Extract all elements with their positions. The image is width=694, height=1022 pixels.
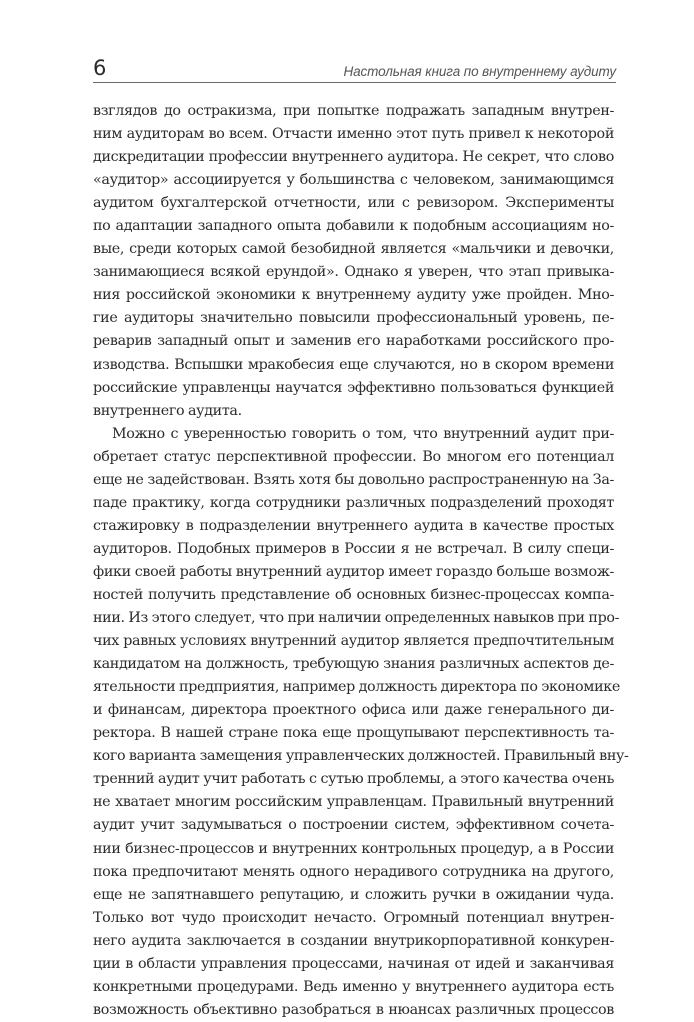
text-line: Можно с уверенностью говорить о том, что внутренний аудит при- [112, 425, 614, 442]
body-text [93, 100, 629, 1022]
text-line: чих равных условиях внутренний аудитор является предпочтительным [93, 633, 614, 650]
text-line: Только вот чудо происходит нечасто. Огромный потенциал внутрен- [93, 909, 614, 926]
paragraph-1 [93, 100, 614, 423]
text-line: еще не задействован. Взять хотя бы довольно распространенную на За- [93, 471, 614, 488]
text-line: и финансам, директора проектного офиса или даже генерального ди- [93, 702, 614, 719]
book-title: Настольная книга по внутреннему аудиту [343, 63, 616, 79]
text-line: изводства. Вспышки мракобесия еще случаются, но в скором времени [93, 356, 614, 373]
text-line: возможность объективно разобраться в нюансах различных процессов [93, 1001, 614, 1018]
text-line: занимающиеся всякой ерундой». Однако я уверен, что этап привыка- [93, 264, 614, 281]
text-line: ции в области управления процессами, начиная от идей и заканчивая [93, 955, 614, 972]
text-line: обретает статус перспективной профессии. Во многом его потенциал [93, 448, 614, 465]
text-line: по адаптации западного опыта добавили к подобным ассоциациям но- [93, 218, 614, 235]
text-line: аудиторов. Подобных примеров в России я не встречал. В силу специ- [93, 540, 614, 557]
text-line: российские управленцы научатся эффективно пользоваться функцией [93, 379, 614, 396]
text-line: гие аудиторы значительно повысили профессиональный уровень, пе- [93, 310, 614, 327]
text-line: ятельности предприятия, например должность директора по экономике [93, 679, 620, 696]
text-line: аудитом бухгалтерской отчетности, или с ревизором. Эксперименты [93, 195, 614, 212]
text-line: нии бизнес-процессов и внутренних контрольных процедур, а в России [93, 840, 614, 857]
text-line: вые, среди которых самой безобидной является «мальчики и девочки, [93, 241, 614, 258]
text-line: стажировку в подразделении внутреннего аудита в качестве простых [93, 517, 614, 534]
text-line: реварив западный опыт и заменив его наработками российского про- [93, 333, 614, 350]
text-line: еще не запятнавшего репутацию, и сложить ручки в ожидании чуда. [93, 886, 614, 903]
text-line: дискредитации профессии внутреннего аудитора. Не секрет, что слово [93, 149, 614, 166]
text-line: кандидатом на должность, требующую знания различных аспектов де- [93, 656, 614, 673]
text-line: кого варианта замещения управленческих должностей. Правильный вну- [93, 748, 629, 765]
text-line: ния российской экономики к внутреннему аудиту уже пройден. Мно- [93, 287, 614, 304]
text-line: нии. Из этого следует, что при наличии определенных навыков при про- [93, 610, 620, 627]
text-line: фики своей работы внутренний аудитор имеет гораздо больше возмож- [93, 563, 614, 580]
text-line: пока предпочитают менять одного нерадивого сотрудника на другого, [93, 863, 614, 880]
text-line: паде практику, когда сотрудники различных подразделений проходят [93, 494, 614, 511]
text-line: не хватает многим российским управленцам. Правильный внутренний [93, 794, 614, 811]
text-line: ним аудиторам во всем. Отчасти именно этот путь привел к некоторой [93, 126, 614, 143]
text-line: него аудита заключается в создании внутрикорпоративной конкурен- [93, 932, 614, 949]
text-line: ностей получить представление об основных бизнес-процессах компа- [93, 586, 614, 603]
text-line: взглядов до остракизма, при попытке подражать западным внутрен- [93, 103, 614, 119]
page-number: 6 [93, 56, 107, 80]
running-header [93, 54, 616, 83]
text-line: тренний аудит учит работать с сутью проблемы, а этого качества очень [93, 771, 614, 788]
text-line: ректора. В нашей стране пока еще прощупывают перспективность та- [93, 725, 614, 742]
text-line: внутреннего аудита. [93, 402, 242, 419]
paragraph-2 [93, 423, 629, 1022]
text-line: конкретными процедурами. Ведь именно у внутреннего аудитора есть [93, 978, 614, 995]
text-line: «аудитор» ассоциируется у большинства с человеком, занимающимся [93, 172, 614, 189]
text-line: аудит учит задумываться о построении систем, эффективном сочета- [93, 817, 614, 834]
